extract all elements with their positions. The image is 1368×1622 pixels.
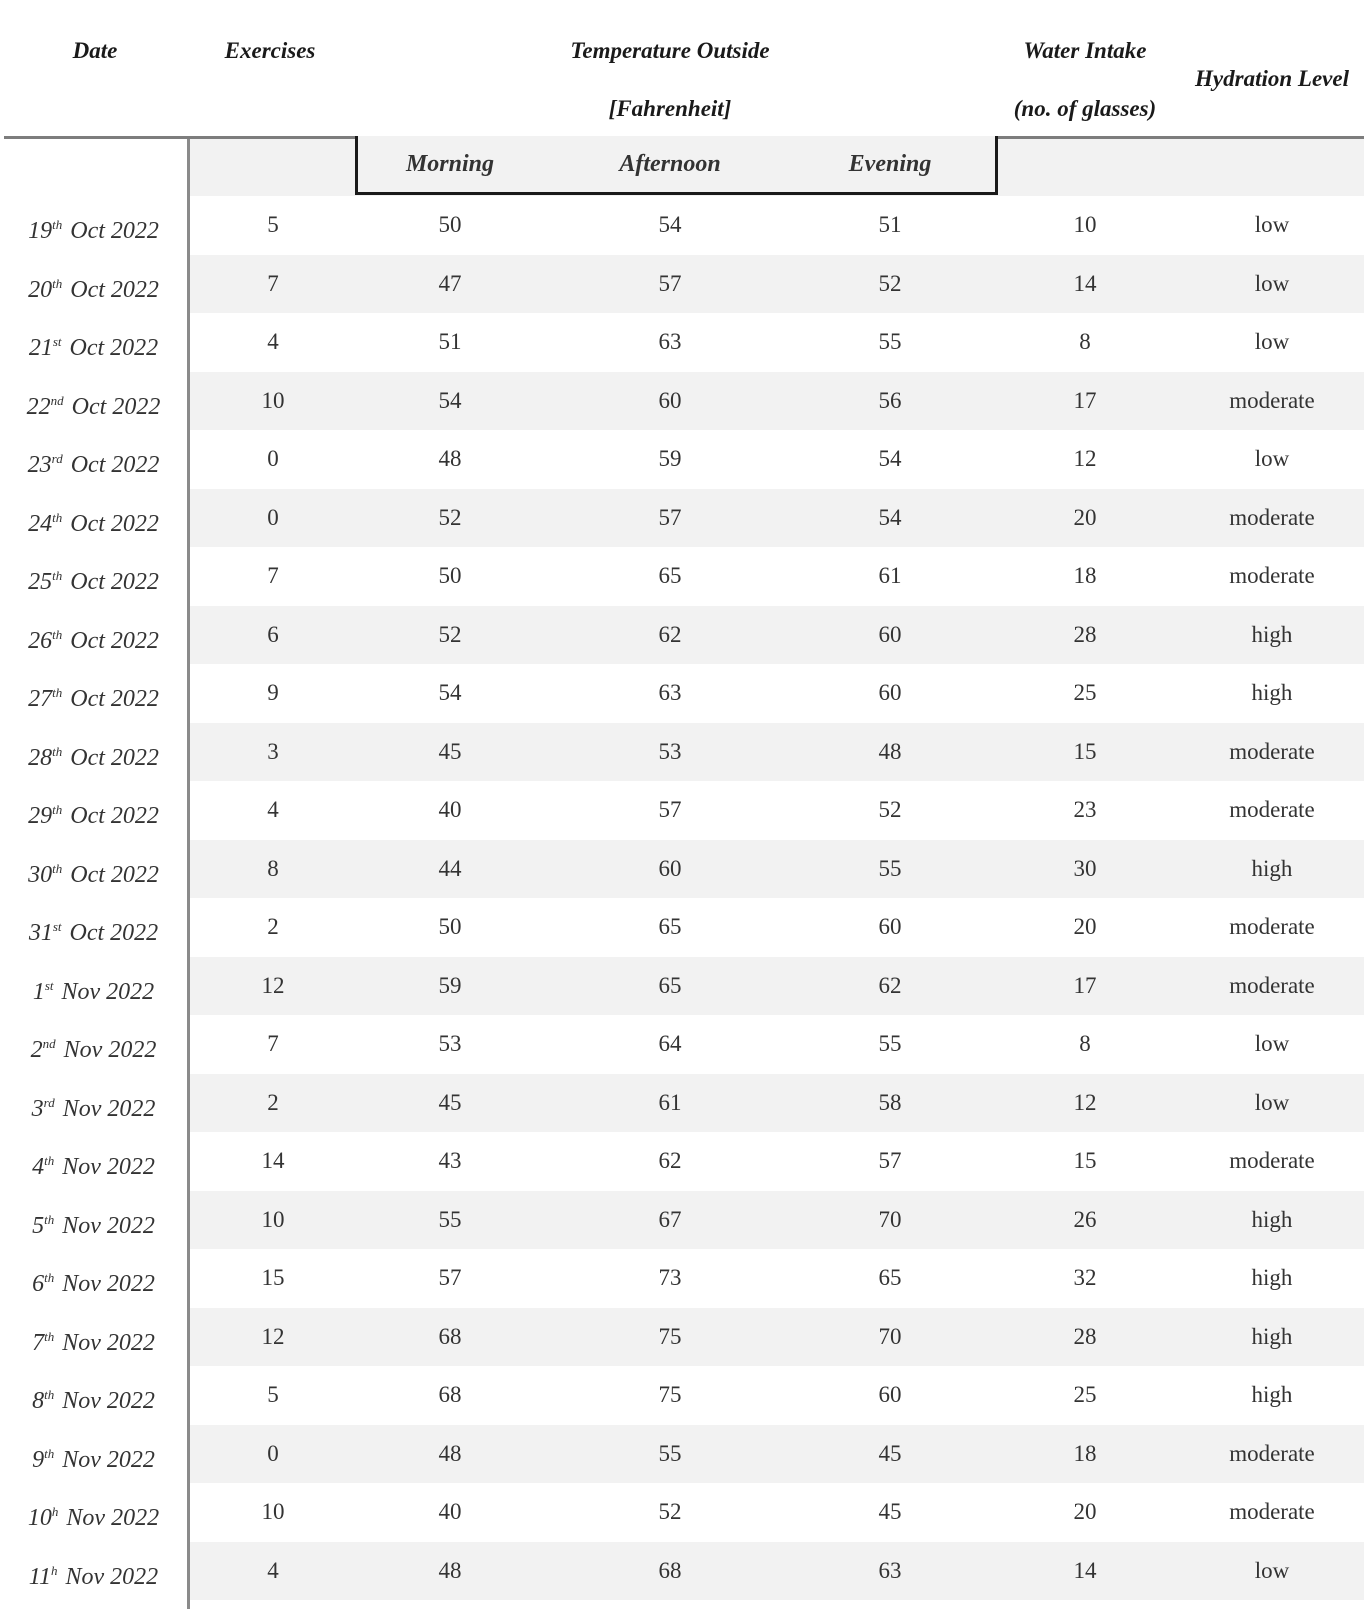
cell-date xyxy=(0,489,187,547)
cell-exercises: 7 xyxy=(267,563,279,588)
cell-afternoon: 60 xyxy=(658,387,682,413)
date-month-year: Oct 2022 xyxy=(71,393,161,420)
date-month-year: Nov 2022 xyxy=(66,1505,160,1531)
date-day: 5 xyxy=(32,1212,45,1239)
table-row xyxy=(0,1249,1364,1307)
cell-water: 18 xyxy=(1073,563,1097,588)
date-day: 2 xyxy=(30,1037,43,1063)
cell-date xyxy=(0,1308,187,1366)
cell-evening: 55 xyxy=(878,329,902,354)
date-ordinal-suffix: nd xyxy=(50,392,64,408)
date-ordinal-suffix: th xyxy=(44,1328,55,1344)
cell-morning: 50 xyxy=(438,212,462,237)
cell-exercises: 0 xyxy=(267,1440,279,1466)
date-ordinal-suffix: rd xyxy=(51,451,63,466)
cell-morning: 50 xyxy=(438,914,462,939)
date-month-year: Nov 2022 xyxy=(62,1154,155,1180)
cell-evening: 60 xyxy=(878,1382,902,1407)
cell-water: 28 xyxy=(1073,621,1097,647)
date-month-year: Oct 2022 xyxy=(70,627,159,654)
cell-exercises: 5 xyxy=(267,1382,279,1407)
date-ordinal-suffix: th xyxy=(52,743,63,759)
cell-date xyxy=(0,1132,187,1190)
date-day: 9 xyxy=(32,1446,45,1473)
date-month-year: Nov 2022 xyxy=(62,1388,155,1414)
cell-hydration: low xyxy=(1254,446,1290,471)
table-row xyxy=(0,840,1364,898)
cell-afternoon: 55 xyxy=(658,1440,682,1466)
cell-morning: 45 xyxy=(438,1089,462,1115)
cell-hydration: high xyxy=(1251,621,1293,647)
table-row xyxy=(0,489,1364,547)
cell-water: 17 xyxy=(1073,387,1097,413)
cell-date xyxy=(0,1074,187,1132)
date-month-year: Oct 2022 xyxy=(69,920,159,946)
date-month-year: Oct 2022 xyxy=(70,218,159,244)
cell-evening: 52 xyxy=(878,797,902,822)
date-ordinal-suffix: st xyxy=(52,334,62,349)
cell-evening: 56 xyxy=(878,387,902,413)
cell-water: 32 xyxy=(1073,1265,1097,1290)
date-month-year: Nov 2022 xyxy=(62,1212,155,1239)
cell-hydration: low xyxy=(1254,270,1290,296)
cell-afternoon: 68 xyxy=(658,1557,682,1583)
cell-hydration: high xyxy=(1251,680,1293,705)
header-temperature-line2: [Fahrenheit] xyxy=(608,96,732,121)
cell-evening: 55 xyxy=(878,855,902,881)
cell-date xyxy=(0,1366,187,1424)
cell-date xyxy=(0,196,187,254)
cell-morning: 47 xyxy=(438,270,462,296)
cell-hydration: low xyxy=(1254,329,1290,354)
cell-water: 15 xyxy=(1073,1148,1097,1173)
cell-evening: 65 xyxy=(878,1265,902,1290)
header-temperature-line1: Temperature Outside xyxy=(570,38,770,63)
cell-water: 12 xyxy=(1073,1089,1097,1115)
cell-exercises: 8 xyxy=(267,855,279,881)
date-day: 6 xyxy=(32,1271,45,1297)
cell-exercises: 5 xyxy=(267,212,279,237)
cell-evening: 45 xyxy=(878,1440,902,1466)
cell-evening: 45 xyxy=(878,1499,902,1524)
date-month-year: Nov 2022 xyxy=(62,1271,155,1297)
cell-exercises: 12 xyxy=(261,972,285,998)
subheader-morning: Morning xyxy=(405,151,495,177)
cell-evening: 60 xyxy=(878,680,902,705)
table-row xyxy=(0,1191,1364,1249)
cell-exercises: 0 xyxy=(267,504,279,530)
header-exercises: Exercises xyxy=(224,38,316,63)
table-row xyxy=(0,606,1364,664)
table-row xyxy=(0,1015,1364,1073)
date-day: 21 xyxy=(28,335,53,361)
cell-date xyxy=(0,1542,187,1600)
date-month-year: Nov 2022 xyxy=(63,1037,157,1063)
date-day: 27 xyxy=(28,686,53,712)
date-month-year: Nov 2022 xyxy=(62,1095,156,1122)
cell-afternoon: 52 xyxy=(658,1499,682,1524)
cell-water: 25 xyxy=(1073,1382,1097,1407)
cell-afternoon: 65 xyxy=(658,914,682,939)
cell-hydration: moderate xyxy=(1229,1440,1315,1466)
cell-water: 26 xyxy=(1073,1206,1097,1232)
cell-evening: 60 xyxy=(878,621,902,647)
table-row xyxy=(0,1308,1364,1366)
date-day: 22 xyxy=(26,393,51,420)
date-day: 26 xyxy=(28,627,53,654)
cell-water: 8 xyxy=(1079,329,1091,354)
cell-morning: 43 xyxy=(438,1148,462,1173)
cell-afternoon: 62 xyxy=(658,621,682,647)
cell-exercises: 12 xyxy=(261,1323,285,1349)
date-day: 24 xyxy=(28,510,53,537)
cell-exercises: 10 xyxy=(261,387,285,413)
cell-date xyxy=(0,547,187,605)
cell-afternoon: 61 xyxy=(658,1089,682,1115)
cell-morning: 51 xyxy=(438,329,462,354)
cell-evening: 63 xyxy=(878,1557,902,1583)
date-ordinal-suffix: th xyxy=(52,860,63,876)
date-ordinal-suffix: th xyxy=(52,509,63,525)
cell-hydration: moderate xyxy=(1229,914,1315,939)
header-hydration-level: Hydration Level xyxy=(1195,66,1349,91)
cell-afternoon: 62 xyxy=(658,1148,682,1173)
date-month-year: Oct 2022 xyxy=(70,510,159,537)
cell-hydration: low xyxy=(1254,1557,1290,1583)
cell-date xyxy=(0,957,187,1015)
date-ordinal-suffix: th xyxy=(44,1387,55,1402)
cell-hydration: moderate xyxy=(1229,387,1315,413)
cell-morning: 50 xyxy=(438,563,462,588)
date-ordinal-suffix: nd xyxy=(42,1036,56,1051)
date-day: 10 xyxy=(27,1505,52,1531)
cell-hydration: moderate xyxy=(1229,1148,1315,1173)
cell-afternoon: 75 xyxy=(658,1323,682,1349)
date-ordinal-suffix: h xyxy=(51,1504,59,1519)
cell-morning: 48 xyxy=(438,1440,462,1466)
cell-hydration: high xyxy=(1251,1323,1293,1349)
cell-date xyxy=(0,781,187,839)
date-ordinal-suffix: th xyxy=(44,1270,55,1285)
date-month-year: Oct 2022 xyxy=(69,335,159,361)
cell-afternoon: 73 xyxy=(658,1265,682,1290)
cell-evening: 52 xyxy=(878,270,902,296)
cell-hydration: moderate xyxy=(1229,797,1315,822)
cell-hydration: moderate xyxy=(1229,972,1315,998)
cell-evening: 58 xyxy=(878,1089,902,1115)
cell-afternoon: 57 xyxy=(658,504,682,530)
date-day: 19 xyxy=(28,218,53,244)
table-row xyxy=(0,1542,1364,1600)
cell-afternoon: 63 xyxy=(658,680,682,705)
cell-evening: 62 xyxy=(878,972,902,998)
cell-exercises: 10 xyxy=(261,1499,285,1524)
cell-exercises: 4 xyxy=(267,1557,279,1583)
cell-evening: 70 xyxy=(878,1323,902,1349)
date-day: 3 xyxy=(31,1095,44,1122)
cell-date xyxy=(0,723,187,781)
table-row xyxy=(0,781,1364,839)
date-ordinal-suffix: th xyxy=(52,568,63,583)
cell-water: 14 xyxy=(1073,1557,1097,1583)
date-day: 23 xyxy=(27,452,52,478)
date-ordinal-suffix: th xyxy=(52,626,63,642)
cell-date xyxy=(0,255,187,313)
cell-morning: 53 xyxy=(438,1031,462,1056)
cell-water: 20 xyxy=(1073,1499,1097,1524)
cell-exercises: 0 xyxy=(267,446,279,471)
cell-afternoon: 65 xyxy=(658,972,682,998)
date-day: 25 xyxy=(28,569,53,595)
cell-exercises: 2 xyxy=(267,914,279,939)
date-ordinal-suffix: th xyxy=(44,1445,55,1461)
cell-water: 12 xyxy=(1073,446,1097,471)
date-ordinal-suffix: th xyxy=(44,1211,55,1227)
table-row xyxy=(0,430,1364,488)
date-ordinal-suffix: th xyxy=(52,802,63,817)
cell-morning: 55 xyxy=(438,1206,462,1232)
cell-afternoon: 54 xyxy=(658,212,682,237)
date-day: 30 xyxy=(28,861,53,888)
cell-water: 15 xyxy=(1073,738,1097,764)
date-ordinal-suffix: st xyxy=(52,919,62,934)
date-day: 11 xyxy=(28,1563,52,1590)
table-row xyxy=(0,723,1364,781)
cell-morning: 40 xyxy=(438,1499,462,1524)
table-row xyxy=(0,1074,1364,1132)
table-row xyxy=(0,898,1364,956)
date-ordinal-suffix: th xyxy=(52,275,63,291)
cell-afternoon: 75 xyxy=(658,1382,682,1407)
cell-hydration: low xyxy=(1254,1031,1290,1056)
table-row xyxy=(0,255,1364,313)
cell-date xyxy=(0,430,187,488)
cell-water: 10 xyxy=(1073,212,1097,237)
cell-afternoon: 63 xyxy=(658,329,682,354)
date-month-year: Oct 2022 xyxy=(70,452,160,478)
cell-exercises: 4 xyxy=(267,329,279,354)
cell-date xyxy=(0,1015,187,1073)
cell-water: 17 xyxy=(1073,972,1097,998)
cell-water: 23 xyxy=(1073,797,1097,822)
cell-water: 20 xyxy=(1073,914,1097,939)
cell-evening: 61 xyxy=(878,563,902,588)
cell-afternoon: 60 xyxy=(658,855,682,881)
cell-exercises: 14 xyxy=(261,1148,285,1173)
cell-date xyxy=(0,898,187,956)
cell-morning: 52 xyxy=(438,621,462,647)
cell-date xyxy=(0,1249,187,1307)
cell-evening: 48 xyxy=(878,738,902,764)
cell-water: 25 xyxy=(1073,680,1097,705)
cell-morning: 57 xyxy=(438,1265,462,1290)
cell-exercises: 15 xyxy=(261,1265,285,1290)
cell-date xyxy=(0,372,187,430)
cell-exercises: 7 xyxy=(267,270,279,296)
cell-exercises: 4 xyxy=(267,797,279,822)
cell-afternoon: 65 xyxy=(658,563,682,588)
subheader-evening: Evening xyxy=(848,151,932,177)
cell-morning: 68 xyxy=(438,1382,462,1407)
cell-evening: 54 xyxy=(878,504,902,530)
header-water-line1: Water Intake xyxy=(1023,38,1147,63)
date-month-year: Nov 2022 xyxy=(65,1563,159,1590)
date-month-year: Nov 2022 xyxy=(62,1329,155,1356)
date-month-year: Oct 2022 xyxy=(70,744,159,771)
date-day: 1 xyxy=(32,978,45,1005)
cell-afternoon: 53 xyxy=(658,738,682,764)
table-row xyxy=(0,372,1364,430)
date-ordinal-suffix: th xyxy=(52,217,63,232)
cell-water: 14 xyxy=(1073,270,1097,296)
table-row xyxy=(0,547,1364,605)
table-row xyxy=(0,1425,1364,1483)
date-ordinal-suffix: h xyxy=(51,1562,58,1578)
table-row xyxy=(0,313,1364,371)
cell-date xyxy=(0,664,187,722)
cell-exercises: 10 xyxy=(261,1206,285,1232)
date-day: 8 xyxy=(32,1388,45,1414)
cell-evening: 60 xyxy=(878,914,902,939)
cell-morning: 40 xyxy=(438,797,462,822)
subheader-afternoon: Afternoon xyxy=(619,151,721,177)
cell-hydration: moderate xyxy=(1229,563,1315,588)
cell-water: 18 xyxy=(1073,1440,1097,1466)
cell-evening: 51 xyxy=(878,212,902,237)
cell-date xyxy=(0,313,187,371)
cell-water: 20 xyxy=(1073,504,1097,530)
cell-hydration: high xyxy=(1251,1206,1293,1232)
cell-afternoon: 59 xyxy=(658,446,682,471)
cell-morning: 68 xyxy=(438,1323,462,1349)
cell-evening: 70 xyxy=(878,1206,902,1232)
table-row xyxy=(0,1366,1364,1424)
table-row xyxy=(0,664,1364,722)
table-row xyxy=(0,957,1364,1015)
cell-hydration: high xyxy=(1251,1265,1293,1290)
cell-date xyxy=(0,1191,187,1249)
cell-afternoon: 57 xyxy=(658,797,682,822)
date-day: 28 xyxy=(28,744,53,771)
cell-date xyxy=(0,840,187,898)
cell-hydration: high xyxy=(1251,1382,1293,1407)
date-month-year: Nov 2022 xyxy=(62,1446,155,1473)
cell-date xyxy=(0,1425,187,1483)
date-month-year: Oct 2022 xyxy=(70,569,159,595)
cell-afternoon: 67 xyxy=(658,1206,682,1232)
date-month-year: Nov 2022 xyxy=(61,978,155,1005)
cell-water: 30 xyxy=(1073,855,1097,881)
date-day: 4 xyxy=(32,1154,45,1180)
date-day: 20 xyxy=(28,276,53,303)
cell-water: 8 xyxy=(1079,1031,1091,1056)
cell-evening: 57 xyxy=(878,1148,902,1173)
table-row xyxy=(0,1132,1364,1190)
date-ordinal-suffix: st xyxy=(44,977,54,993)
date-day: 31 xyxy=(28,920,53,946)
cell-exercises: 2 xyxy=(267,1089,279,1115)
header-date: Date xyxy=(72,38,118,63)
cell-afternoon: 57 xyxy=(658,270,682,296)
header-water-line2: (no. of glasses) xyxy=(1013,96,1157,121)
table-row xyxy=(0,1483,1364,1541)
cell-exercises: 3 xyxy=(267,738,279,764)
date-column-divider xyxy=(187,139,190,1609)
date-ordinal-suffix: rd xyxy=(43,1094,55,1110)
date-ordinal-suffix: th xyxy=(44,1153,55,1168)
cell-hydration: moderate xyxy=(1229,1499,1315,1524)
table-row xyxy=(0,196,1364,254)
date-month-year: Oct 2022 xyxy=(70,686,159,712)
cell-hydration: moderate xyxy=(1229,738,1315,764)
cell-exercises: 6 xyxy=(267,621,279,647)
cell-evening: 54 xyxy=(878,446,902,471)
cell-exercises: 9 xyxy=(267,680,279,705)
cell-morning: 44 xyxy=(438,855,462,881)
cell-date xyxy=(0,606,187,664)
cell-morning: 52 xyxy=(438,504,462,530)
date-day: 29 xyxy=(28,803,53,829)
date-month-year: Oct 2022 xyxy=(70,276,159,303)
cell-date xyxy=(0,1483,187,1541)
date-ordinal-suffix: th xyxy=(52,685,63,700)
date-month-year: Oct 2022 xyxy=(70,803,159,829)
cell-afternoon: 64 xyxy=(658,1031,682,1056)
cell-morning: 54 xyxy=(438,680,462,705)
cell-hydration: high xyxy=(1251,855,1293,881)
cell-exercises: 7 xyxy=(267,1031,279,1056)
cell-morning: 59 xyxy=(438,972,462,998)
cell-morning: 45 xyxy=(438,738,462,764)
cell-morning: 54 xyxy=(438,387,462,413)
cell-hydration: low xyxy=(1254,1089,1290,1115)
cell-evening: 55 xyxy=(878,1031,902,1056)
cell-morning: 48 xyxy=(438,446,462,471)
date-day: 7 xyxy=(32,1329,45,1356)
date-month-year: Oct 2022 xyxy=(70,861,159,888)
cell-hydration: moderate xyxy=(1229,504,1315,530)
cell-hydration: low xyxy=(1254,212,1290,237)
cell-water: 28 xyxy=(1073,1323,1097,1349)
cell-morning: 48 xyxy=(438,1557,462,1583)
